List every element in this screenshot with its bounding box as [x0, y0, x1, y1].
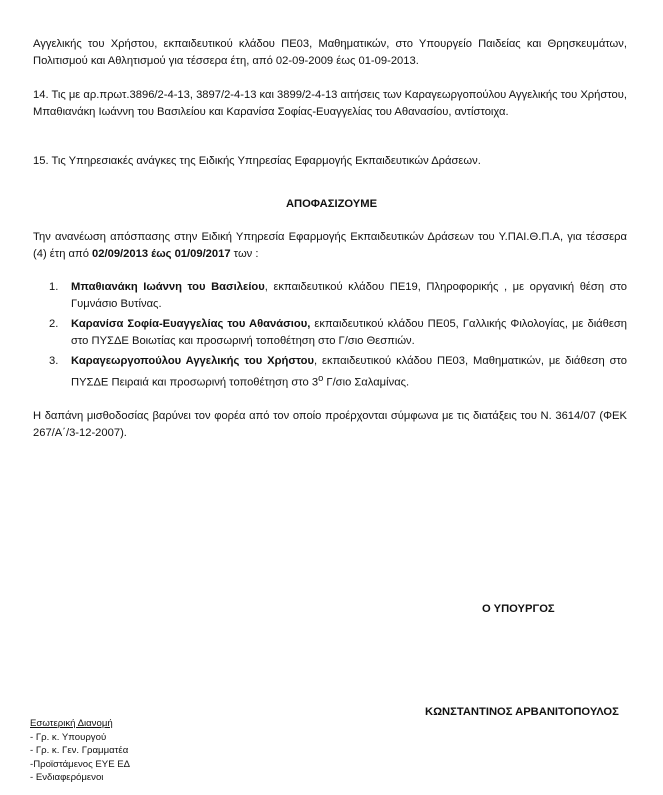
- expense-paragraph: Η δαπάνη μισθοδοσίας βαρύνει τον φορέα από τον οποίο προέρχονται σύμφωνα με τις διατάξεις του Ν. 3614/07 (ΦΕΚ 267/Α΄/3-12-2007).: [33, 410, 627, 439]
- distribution-title: Εσωτερική Διανομή: [30, 718, 113, 729]
- renewal-text-after: των :: [230, 248, 259, 260]
- employee-name: Καρανίσα Σοφία-Ευαγγελίας του Αθανάσιου,: [71, 318, 311, 330]
- internal-distribution: [30, 717, 130, 785]
- list-item-number: 2.: [49, 318, 59, 330]
- renewal-text-before: Την ανανέωση απόσπασης στην Ειδική Υπηρεσία Εφαρμογής Εκπαιδευτικών Δράσεων του Υ.ΠΑΙ.Θ.Π.Α, για τέσσερα (4) έτη από: [33, 231, 627, 260]
- employee-details-tail: Γ/σιο Σαλαμίνας.: [323, 376, 410, 389]
- minister-title: Ο ΥΠΟΥΡΓΟΣ: [482, 603, 555, 615]
- employee-name: Καραγεωργοπούλου Αγγελικής του Χρήστου: [71, 355, 315, 367]
- renewal-dates: 02/09/2013 έως 01/09/2017: [92, 248, 231, 260]
- paragraph-13-continuation: Αγγελικής του Χρήστου, εκπαιδευτικού κλάδου ΠΕ03, Μαθηματικών, στο Υπουργείο Παιδείας και Θρησκευμάτων, Πολιτισμού και Αθλητισμού για τέσσερα έτη, από 02-09-2009 έως 01-09-2013.: [33, 38, 627, 67]
- paragraph-14: 14. Τις με αρ.πρωτ.3896/2-4-13, 3897/2-4-13 και 3899/2-4-13 αιτήσεις των Καραγεωργοπούλου Αγγελικής του Χρήστου, Μπαθιανάκη Ιωάννη του Βασιλείου και Καρανίσα Σοφίας-Ευαγγελίας του Αθανασίου, αντίστοιχα.: [33, 89, 627, 118]
- distribution-item: - Γρ. κ. Γεν. Γραμματέα: [30, 745, 129, 757]
- employee-details: εκπαιδευτικού κλάδου ΠΕ05, Γαλλικής Φιλολογίας, με διάθεση στο ΠΥΣΔΕ Βοιωτίας και προσωρινή τοποθέτηση στο Γ/σιο Θεσπιών.: [71, 318, 627, 347]
- minister-name: ΚΩΝΣΤΑΝΤΙΝΟΣ ΑΡΒΑΝΙΤΟΠΟΥΛΟΣ: [425, 706, 619, 718]
- list-item: [33, 316, 627, 350]
- distribution-item: - Γρ. κ. Υπουργού: [30, 731, 107, 743]
- decision-heading: ΑΠΟΦΑΣΙΖΟΥΜΕ: [285, 198, 378, 210]
- renewal-paragraph: [33, 229, 627, 263]
- list-item: [33, 279, 627, 313]
- distribution-item: -Προϊστάμενος ΕΥΕ ΕΔ: [30, 758, 131, 770]
- list-item: [33, 353, 627, 392]
- ordinal-superscript: ο: [318, 373, 324, 383]
- employee-details: , εκπαιδευτικού κλάδου ΠΕ03, Μαθηματικών, με διάθεση στο ΠΥΣΔΕ Πειραιά και προσωρινή τοποθέτηση στο 3: [71, 355, 627, 389]
- list-item-number: 1.: [49, 281, 59, 293]
- list-item-number: 3.: [49, 355, 59, 367]
- employee-name: Μπαθιανάκη Ιωάννη του Βασιλείου: [71, 281, 265, 293]
- employee-list: [33, 279, 627, 395]
- distribution-item: - Ενδιαφερόμενοι: [30, 772, 104, 784]
- paragraph-15: 15. Τις Υπηρεσιακές ανάγκες της Ειδικής Υπηρεσίας Εφαρμογής Εκπαιδευτικών Δράσεων.: [33, 155, 481, 167]
- employee-details: , εκπαιδευτικού κλάδου ΠΕ19, Πληροφορικής , με οργανική θέση στο Γυμνάσιο Βυτίνας.: [71, 281, 627, 310]
